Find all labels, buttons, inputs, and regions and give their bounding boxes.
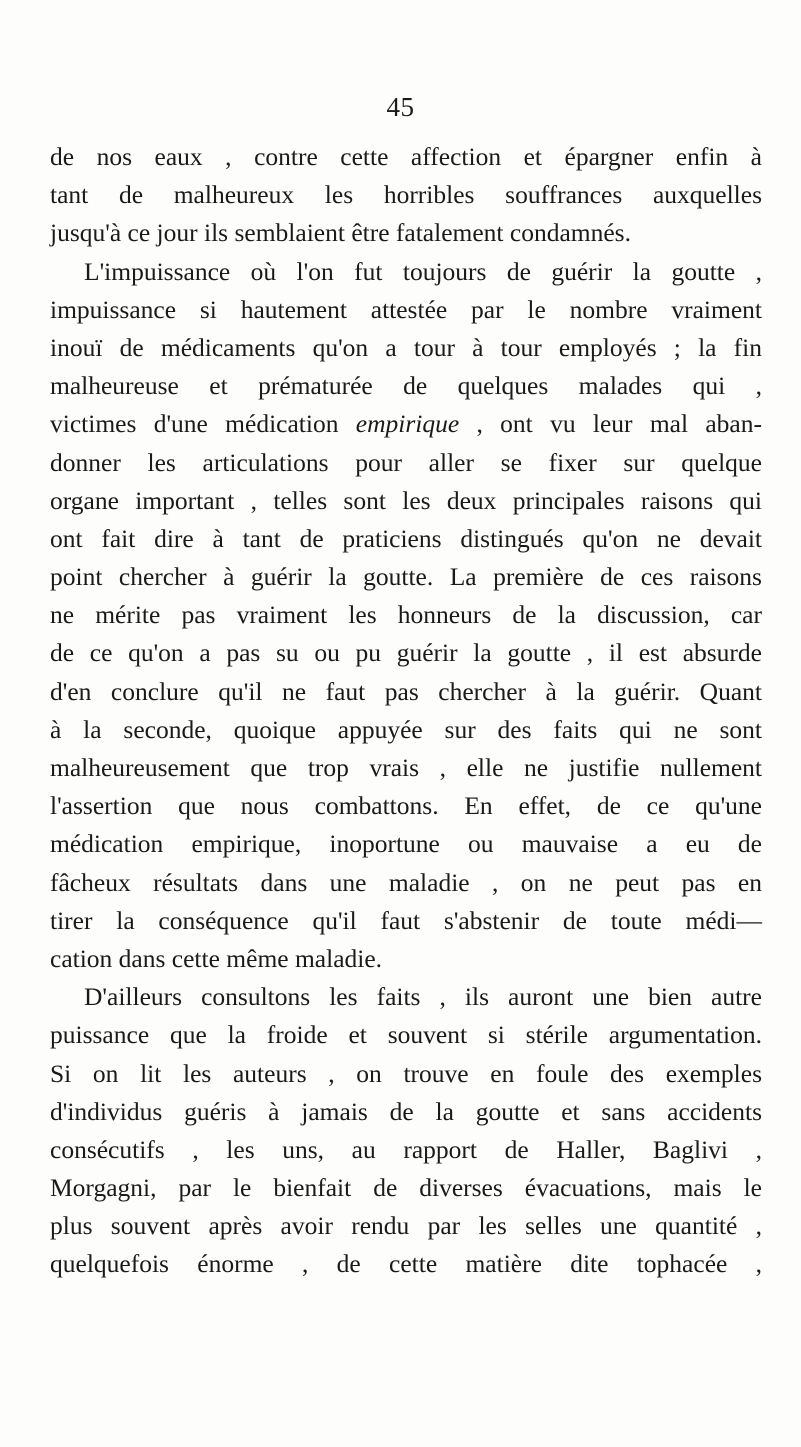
- text-line: d'en conclure qu'il ne faut pas chercher à la guérir. Quant: [50, 676, 762, 706]
- text-line: jusqu'à ce jour ils semblaient être fatalement condamnés.: [50, 218, 631, 248]
- text-line: ont fait dire à tant de praticiens distingués qu'on ne devait: [50, 523, 762, 553]
- text-line: donner les articulations pour aller se fixer sur quelque: [50, 447, 762, 477]
- text-line: puissance que la froide et souvent si stérile argumentation.: [50, 1020, 762, 1050]
- text-line: de ce qu'on a pas su ou pu guérir la goutte , il est absurde: [50, 638, 762, 668]
- text-line: plus souvent après avoir rendu par les selles une quantité ,: [50, 1211, 762, 1241]
- text-line: point chercher à guérir la goutte. La première de ces raisons: [50, 562, 762, 592]
- text-line: d'individus guéris à jamais de la goutte et sans accidents: [50, 1096, 762, 1126]
- text-line: tant de malheureux les horribles souffrances auxquelles: [50, 180, 762, 210]
- text-line: malheureuse et prématurée de quelques malades qui ,: [50, 371, 762, 401]
- text-segment: , ont vu leur mal aban-: [459, 409, 762, 439]
- text-line: fâcheux résultats dans une maladie , on ne peut pas en: [50, 867, 762, 897]
- text-line: inouï de médicaments qu'on a tour à tour employés ; la fin: [50, 332, 762, 362]
- text-line: ne mérite pas vraiment les honneurs de la discussion, car: [50, 600, 762, 630]
- italic-word: empirique: [355, 409, 460, 439]
- text-line: quelquefois énorme , de cette matière dite tophacée ,: [50, 1249, 762, 1279]
- text-line: de nos eaux , contre cette affection et épargner enfin à: [50, 142, 762, 171]
- text-line: médication empirique, inoportune ou mauvaise a eu de: [50, 829, 762, 859]
- text-line: Si on lit les auteurs , on trouve en foule des exemples: [50, 1058, 762, 1088]
- page-number: 45: [386, 92, 415, 122]
- text-line: cation dans cette même maladie.: [50, 943, 383, 973]
- text-line: à la seconde, quoique appuyée sur des faits qui ne sont: [50, 714, 762, 744]
- text-line: consécutifs , les uns, au rapport de Haller, Baglivi ,: [50, 1134, 762, 1164]
- text-line: D'ailleurs consultons les faits , ils auront une bien autre: [84, 982, 762, 1012]
- text-line: l'assertion que nous combattons. En effet, de ce qu'une: [50, 791, 762, 821]
- text-line: L'impuissance où l'on fut toujours de guérir la goutte ,: [84, 256, 762, 286]
- text-line: malheureusement que trop vrais , elle ne justifie nullement: [50, 753, 762, 782]
- body-text: [50, 138, 762, 1284]
- text-line: organe important , telles sont les deux principales raisons qui: [50, 485, 762, 515]
- text-line-with-italic: [50, 405, 762, 443]
- text-line: Morgagni, par le bienfait de diverses évacuations, mais le: [50, 1173, 762, 1203]
- text-segment: victimes d'une médication: [50, 409, 356, 439]
- text-line: impuissance si hautement attestée par le nombre vraiment: [50, 294, 762, 324]
- text-line: tirer la conséquence qu'il faut s'abstenir de toute médi—: [50, 905, 762, 935]
